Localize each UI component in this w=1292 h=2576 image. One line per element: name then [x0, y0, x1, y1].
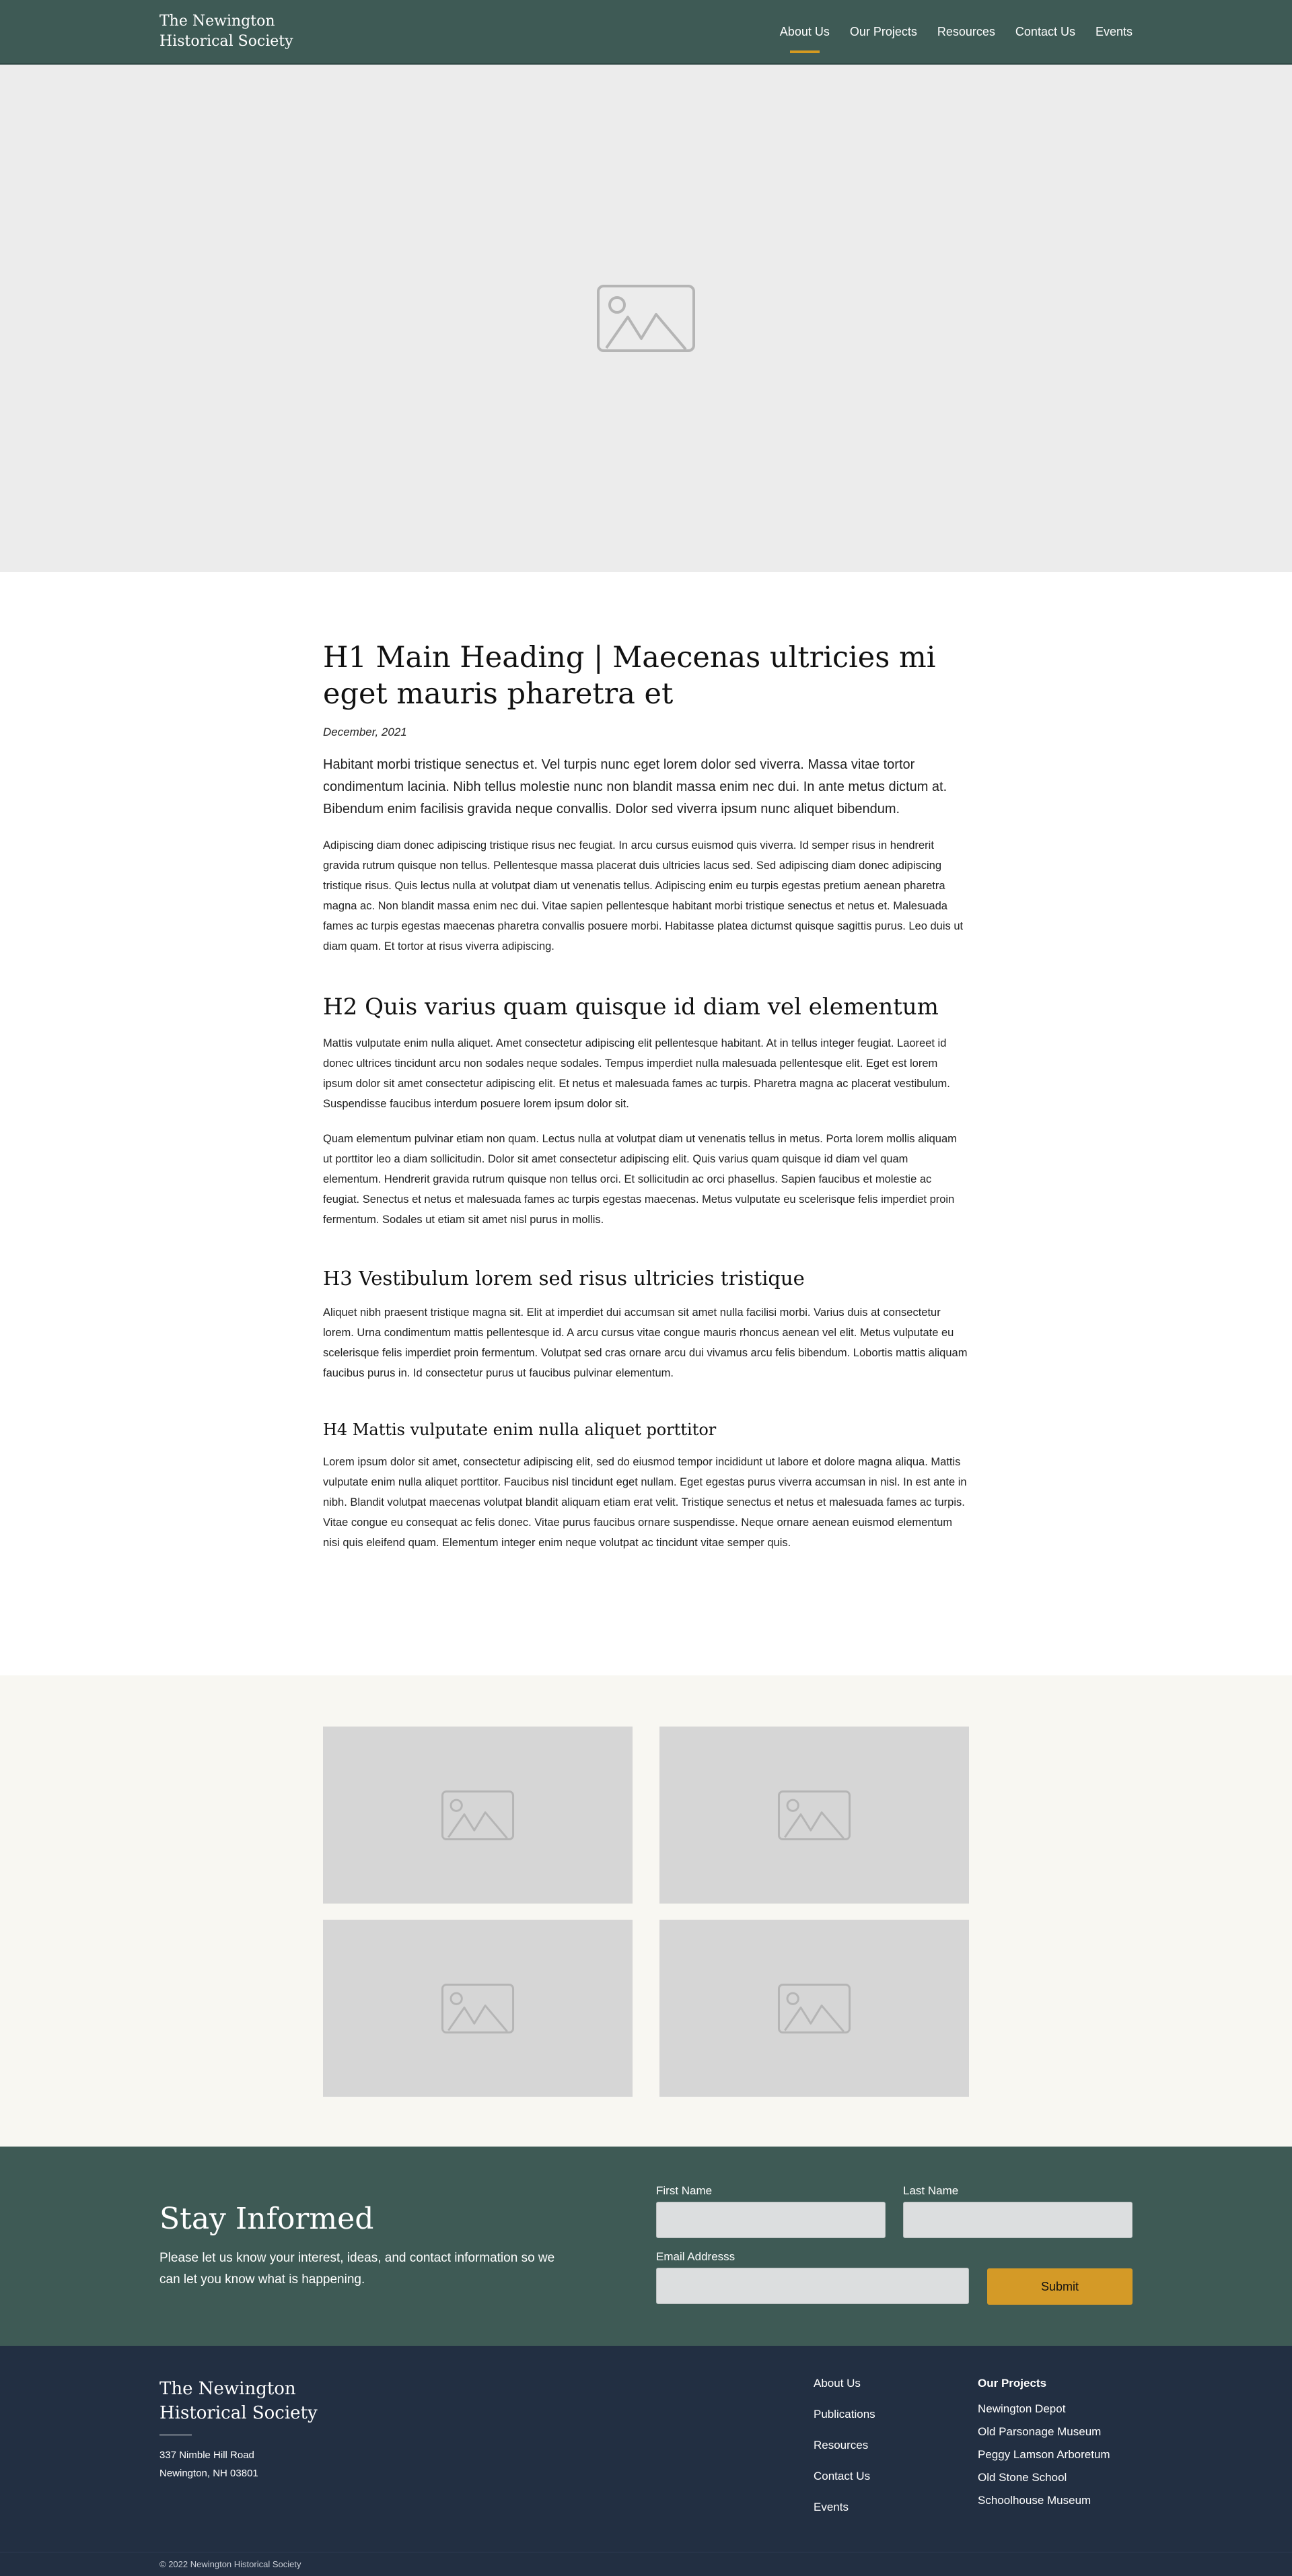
main-nav: [780, 0, 1133, 63]
gallery-image-4[interactable]: [659, 1920, 969, 2097]
footer-logo-line-2: Historical Society: [159, 2403, 318, 2423]
copyright: © 2022 Newington Historical Society: [0, 2552, 1292, 2576]
footer-logo-line-1: The Newington: [159, 2379, 296, 2399]
article: [323, 572, 969, 1675]
article-h3: H3 Vestibulum lorem sed risus ultricies tristique: [323, 1267, 805, 1290]
logo-line-1: The Newington: [159, 13, 275, 30]
nav-our-projects[interactable]: Our Projects: [849, 24, 917, 38]
site-logo[interactable]: [159, 11, 293, 52]
nav-about-us[interactable]: About Us: [780, 0, 830, 64]
nav-resources[interactable]: Resources: [937, 24, 995, 38]
nav-contact-us[interactable]: Contact Us: [1015, 24, 1075, 38]
article-paragraph-3: Quam elementum pulvinar etiam non quam. Lectus nulla at volutpat diam ut venenatis tellus in metus. Porta lorem mollis aliquam ut porttitor leo a diam sollicitudin. Dolor sit amet consectetur adipiscing elit. Quis varius quam quisque id diam vel quam elementum. Hendrerit gravida rutrum quisque non tellus orci. Et sollicitudin ac orci phasellus. Sapien faucibus et molestie ac feugiat. Senectus et netus et malesuada fames ac turpis egestas maecenas. Metus vulputate eu scelerisque felis imperdiet proin fermentum. Sodales ut etiam sit amet nisl purus in mollis.: [323, 1133, 957, 1226]
footer-address-line-1: 337 Nimble Hill Road: [159, 2449, 254, 2461]
logo-line-2: Historical Society: [159, 33, 293, 50]
footer-project-schoolhouse-museum[interactable]: Schoolhouse Museum: [978, 2494, 1091, 2507]
footer-link-about-us[interactable]: About Us: [814, 2377, 861, 2390]
site-footer: [0, 2346, 1292, 2576]
submit-button[interactable]: Submit: [987, 2268, 1133, 2305]
article-lead: Habitant morbi tristique senectus et. Vel turpis nunc eget lorem dolor sed viverra. Massa vitae tortor condimentum lacinia. Nibh tellus molestie nunc non blandit massa enim nec dui. In ante metus dictum at. Bibendum enim facilisis gravida neque convallis. Dolor sed viverra ipsum nunc aliquet bibendum.: [323, 757, 947, 816]
footer-project-newington-depot[interactable]: Newington Depot: [978, 2402, 1066, 2415]
article-paragraph-4: Aliquet nibh praesent tristique magna sit. Elit at imperdiet dui accumsan sit amet nulla facilisi morbi. Varius duis at consectetur lorem. Urna condimentum mattis pellentesque id. A arcu cursus vitae congue mauris rhoncus aenean vel elit. Metus vulputate eu scelerisque felis imperdiet proin fermentum. Volutpat sed cras ornare arcu dui vivamus arcu felis bibendum. Lobortis mattis aliquam faucibus purus in. Id consectetur purus ut faucibus pulvinar elementum.: [323, 1307, 968, 1379]
newsletter-section: [0, 2147, 1292, 2346]
site-header: [0, 0, 1292, 65]
newsletter-body: Please let us know your interest, ideas, and contact information so we can let you know what is happening.: [159, 2251, 555, 2287]
last-name-input[interactable]: [903, 2202, 1133, 2238]
footer-link-events[interactable]: Events: [814, 2501, 849, 2513]
gallery-image-2[interactable]: [659, 1727, 969, 1904]
image-placeholder-icon: [441, 1790, 515, 1840]
newsletter-form: [656, 2184, 1133, 2346]
first-name-label: First Name: [656, 2184, 713, 2197]
gallery-image-3[interactable]: [323, 1920, 633, 2097]
article-paragraph-5: Lorem ipsum dolor sit amet, consectetur adipiscing elit, sed do eiusmod tempor incididunt ut labore et dolore magna aliqua. Mattis vulputate enim nulla aliquet porttitor. Faucibus nisl tincidunt eget nullam. Eget egestas purus viverra accumsan in nisl. In est ante in nibh. Blandit volutpat maecenas volutpat blandit aliquam etiam erat velit. Tristique senectus et netus et malesuada fames ac turpis. Vitae congue eu consequat ac felis donec. Vitae purus faucibus ornare suspendisse. Neque ornare aenean euismod elementum nisi quis eleifend quam. Elementum integer enim neque volutpat ac tincidunt vitae semper quis.: [323, 1456, 967, 1549]
footer-projects: [978, 2377, 1133, 2576]
article-h4: H4 Mattis vulputate enim nulla aliquet porttitor: [323, 1420, 717, 1439]
gallery-image-1[interactable]: [323, 1727, 633, 1904]
footer-link-resources[interactable]: Resources: [814, 2439, 869, 2451]
footer-project-peggy-lamson-arboretum[interactable]: Peggy Lamson Arboretum: [978, 2448, 1110, 2461]
newsletter-title: Stay Informed: [159, 2202, 374, 2236]
image-placeholder-icon: [441, 1984, 515, 2033]
footer-projects-title: Our Projects: [978, 2377, 1047, 2390]
footer-logo[interactable]: [159, 2377, 318, 2425]
image-placeholder-icon: [777, 1984, 851, 2033]
image-gallery: [0, 1675, 1292, 2147]
image-placeholder-icon: [777, 1790, 851, 1840]
article-date: December, 2021: [323, 726, 407, 738]
footer-project-old-parsonage-museum[interactable]: Old Parsonage Museum: [978, 2425, 1102, 2438]
footer-link-contact-us[interactable]: Contact Us: [814, 2470, 871, 2482]
last-name-label: Last Name: [903, 2184, 959, 2197]
footer-address-line-2: Newington, NH 03801: [159, 2468, 258, 2479]
hero-image: [0, 65, 1292, 572]
article-h2: H2 Quis varius quam quisque id diam vel elementum: [323, 994, 939, 1020]
article-paragraph-1: Adipiscing diam donec adipiscing tristique risus nec feugiat. In arcu cursus euismod quis viverra. Id semper risus in hendrerit gravida rutrum quisque non tellus. Pellentesque massa placerat duis ultricies lacus sed. Sed adipiscing diam donec adipiscing tristique risus. Quis lectus nulla at volutpat diam ut venenatis tellus. Adipiscing enim eu turpis egestas pretium aenean pharetra magna ac. Non blandit massa enim nec dui. Vitae sapien pellentesque habitant morbi tristique senectus et netus et. Malesuada fames ac turpis egestas maecenas pharetra convallis posuere morbi. Habitasse platea dictumst quisque sagittis purus. Leo duis ut diam quam. Et tortor at risus viverra adipiscing.: [323, 839, 964, 952]
footer-project-old-stone-school[interactable]: Old Stone School: [978, 2471, 1067, 2484]
first-name-input[interactable]: [656, 2202, 886, 2238]
nav-events[interactable]: Events: [1095, 24, 1133, 38]
footer-links: [814, 2377, 924, 2576]
email-label: Email Addresss: [656, 2250, 735, 2263]
email-input[interactable]: [656, 2268, 969, 2304]
article-paragraph-2: Mattis vulputate enim nulla aliquet. Amet consectetur adipiscing elit pellentesque habitant. At in tellus integer feugiat. Laoreet id donec ultrices tincidunt arcu non sodales neque sodales. Tempus imperdiet nulla malesuada pellentesque elit. Eget est lorem ipsum dolor sit amet consectetur adipiscing elit. Et netus et malesuada fames ac turpis. Pharetra magna ac placerat vestibulum. Suspendisse faucibus interdum posuere lorem ipsum dolor sit.: [323, 1037, 950, 1110]
image-placeholder-icon: [597, 285, 695, 352]
footer-link-publications[interactable]: Publications: [814, 2408, 875, 2421]
article-h1: H1 Main Heading | Maecenas ultricies mi eget mauris pharetra et: [323, 641, 936, 711]
